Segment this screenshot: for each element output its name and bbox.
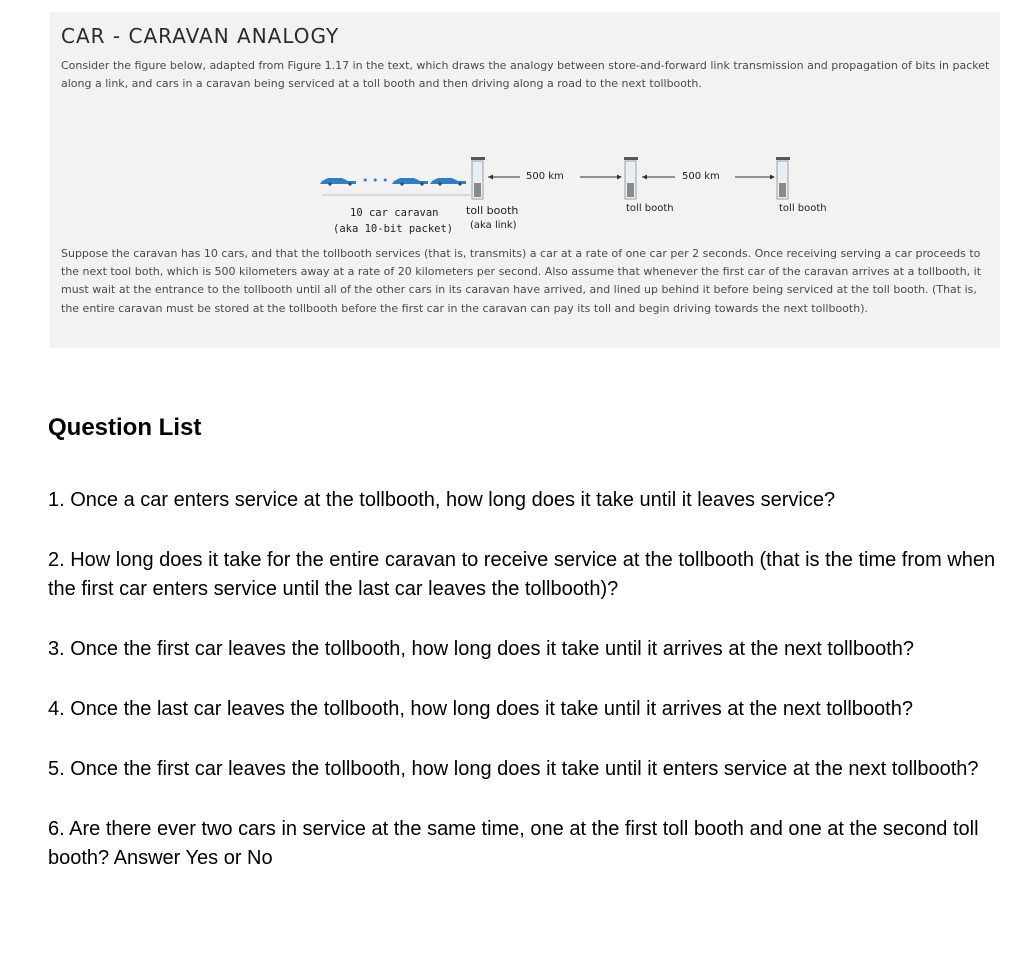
caravan-sublabel: (aka 10-bit packet) bbox=[333, 223, 454, 235]
arrow-left-icon bbox=[488, 175, 493, 180]
caravan-figure bbox=[270, 147, 827, 242]
scenario-description: Suppose the caravan has 10 cars, and that the tollbooth services (that is, transmits) a car at a rate of one car per 2 seconds. Once receiving serving a car proceeds to the next tool both, which is 500 kilometers away at a rate of 20 kilometers per second. Also assume that whenever the first car of the caravan arrives at a tollbooth, it must wait at the entrance to the tollbooth until all of the other cars in its caravan have arrived, and lined up behind it before being serviced at the toll booth. (That is, the entire caravan must be stored at the tollbooth before the first car in the caravan can pay its toll and begin driving towards the next tollbooth). bbox=[61, 247, 982, 315]
distance-label-1: 500 km bbox=[526, 171, 564, 182]
question-item: 6. Are there ever two cars in service at the same time, one at the first toll booth and one at the second toll booth? Answer Yes or No bbox=[48, 818, 979, 869]
question-item: 1. Once a car enters service at the tollbooth, how long does it take until it leaves service? bbox=[48, 489, 836, 511]
car-icon bbox=[320, 178, 356, 186]
toll-booth-icon bbox=[776, 157, 790, 199]
toll-booth-label-3: toll booth bbox=[779, 203, 827, 214]
car-icon bbox=[430, 178, 466, 186]
ellipsis-dots: • • • bbox=[362, 174, 389, 187]
toll-booth-icon bbox=[471, 157, 485, 199]
caravan-label: 10 car caravan bbox=[350, 207, 439, 219]
panel-title: CAR - CARAVAN ANALOGY bbox=[61, 24, 340, 48]
arrow-left-icon bbox=[642, 175, 647, 180]
question-list-heading: Question List bbox=[48, 414, 202, 441]
toll-booth-sublabel-1: (aka link) bbox=[470, 220, 517, 231]
analogy-panel bbox=[50, 12, 1000, 348]
car-icon bbox=[392, 178, 428, 186]
question-item: 3. Once the first car leaves the tollbooth, how long does it take until it arrives at the next tollbooth? bbox=[48, 638, 915, 660]
toll-booth-icon bbox=[624, 157, 638, 199]
question-item: 4. Once the last car leaves the tollbooth, how long does it take until it arrives at the next tollbooth? bbox=[48, 698, 913, 720]
distance-label-2: 500 km bbox=[682, 171, 720, 182]
arrow-right-icon bbox=[770, 175, 775, 180]
toll-booth-label-2: toll booth bbox=[626, 203, 674, 214]
question-list bbox=[48, 486, 1008, 904]
intro-text: Consider the figure below, adapted from Figure 1.17 in the text, which draws the analogy between store-and-forward link transmission and propagation of bits in packet along a link, and cars in a caravan being serviced at a toll booth and then driving along a road to the next tollbooth. bbox=[61, 59, 990, 90]
question-item: 5. Once the first car leaves the tollbooth, how long does it take until it enters service at the next tollbooth? bbox=[48, 758, 979, 780]
question-item: 2. How long does it take for the entire caravan to receive service at the tollbooth (that is the time from when the first car enters service until the last car leaves the tollbooth)? bbox=[48, 549, 996, 600]
arrow-right-icon bbox=[617, 175, 622, 180]
toll-booth-label-1: toll booth bbox=[466, 204, 519, 217]
